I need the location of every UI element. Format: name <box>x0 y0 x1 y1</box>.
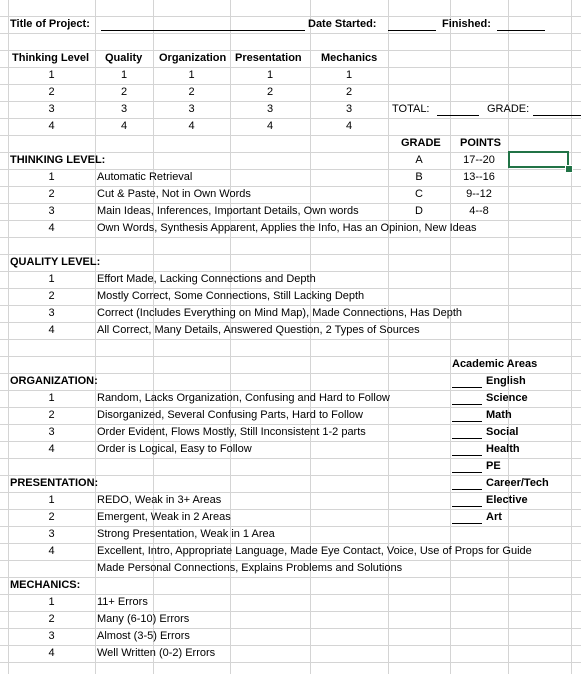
score-cell: 3 <box>120 103 128 115</box>
grade-letter: D <box>415 205 423 217</box>
criterion-number: 4 <box>48 647 55 659</box>
criterion-number: 2 <box>48 188 55 200</box>
criterion-number: 4 <box>48 324 55 336</box>
criterion-number: 2 <box>48 409 55 421</box>
col-header-organization: Organization <box>159 52 227 64</box>
total-blank[interactable] <box>437 115 479 116</box>
score-cell: 4 <box>48 120 55 132</box>
gridline-horizontal <box>0 237 581 238</box>
score-cell: 3 <box>345 103 353 115</box>
date-started-blank[interactable] <box>388 30 436 31</box>
criterion-text: Disorganized, Several Confusing Parts, Hard to Follow <box>97 409 363 421</box>
title-of-project-label: Title of Project: <box>10 18 90 30</box>
criterion-text: 11+ Errors <box>97 596 148 608</box>
selected-cell[interactable] <box>508 151 569 168</box>
criterion-text: Order is Logical, Easy to Follow <box>97 443 252 455</box>
finished-label: Finished: <box>442 18 491 30</box>
academic-area-blank[interactable] <box>452 472 482 473</box>
criterion-number: 3 <box>48 426 55 438</box>
criterion-text: Emergent, Weak in 2 Areas <box>97 511 231 523</box>
criterion-text: Automatic Retrieval <box>97 171 193 183</box>
academic-area-4: Health <box>486 443 520 455</box>
academic-area-0: English <box>486 375 526 387</box>
score-cell: 1 <box>48 69 55 81</box>
academic-areas-title: Academic Areas <box>452 358 538 370</box>
grade-letter: C <box>415 188 423 200</box>
academic-area-blank[interactable] <box>452 523 482 524</box>
section-title-organization: ORGANIZATION: <box>10 375 98 387</box>
points-scale-header: POINTS <box>460 137 501 149</box>
section-title-thinking: THINKING LEVEL: <box>10 154 106 166</box>
col-header-thinking: Thinking Level <box>12 52 90 64</box>
gridline-horizontal <box>0 662 581 663</box>
score-cell: 4 <box>266 120 274 132</box>
criterion-number: 3 <box>48 528 55 540</box>
academic-area-blank[interactable] <box>452 489 482 490</box>
criterion-text: Strong Presentation, Weak in 1 Area <box>97 528 275 540</box>
col-header-presentation: Presentation <box>235 52 302 64</box>
score-cell: 2 <box>188 86 195 98</box>
grade-scale-header: GRADE <box>401 137 441 149</box>
fill-handle[interactable] <box>565 165 573 173</box>
criterion-text: Many (6-10) Errors <box>97 613 190 625</box>
score-cell: 4 <box>120 120 128 132</box>
score-cell: 1 <box>120 69 128 81</box>
criterion-text: Correct (Includes Everything on Mind Map), Made Connections, Has Depth <box>97 307 463 319</box>
criterion-number: 2 <box>48 511 55 523</box>
score-cell: 1 <box>266 69 274 81</box>
criterion-number: 1 <box>48 596 55 608</box>
score-cell: 2 <box>345 86 353 98</box>
gridline-horizontal <box>0 339 581 340</box>
criterion-number: 3 <box>48 630 55 642</box>
score-cell: 2 <box>48 86 55 98</box>
col-header-quality: Quality <box>105 52 143 64</box>
grade-points: 9--12 <box>466 188 492 200</box>
criterion-text: Mostly Correct, Some Connections, Still Lacking Depth <box>97 290 365 302</box>
score-cell: 3 <box>266 103 274 115</box>
section-title-presentation: PRESENTATION: <box>10 477 99 489</box>
grade-points: 13--16 <box>463 171 495 183</box>
criterion-text: Cut & Paste, Not in Own Words <box>97 188 251 200</box>
score-cell: 3 <box>188 103 195 115</box>
gridline-vertical <box>571 0 572 674</box>
criterion-number: 4 <box>48 222 55 234</box>
academic-area-2: Math <box>486 409 512 421</box>
criterion-text: Excellent, Intro, Appropriate Language, Made Eye Contact, Voice, Use of Props for Guide <box>97 545 532 557</box>
score-cell: 4 <box>345 120 353 132</box>
section-title-mechanics: MECHANICS: <box>10 579 81 591</box>
criterion-text: Random, Lacks Organization, Confusing and Hard to Follow <box>97 392 390 404</box>
academic-area-5: PE <box>486 460 501 472</box>
criterion-number: 4 <box>48 443 55 455</box>
grade-blank[interactable] <box>533 115 581 116</box>
grade-points: 4--8 <box>469 205 489 217</box>
score-cell: 2 <box>120 86 128 98</box>
criterion-text-extra: Made Personal Connections, Explains Problems and Solutions <box>97 562 403 574</box>
academic-area-blank[interactable] <box>452 404 482 405</box>
score-cell: 1 <box>345 69 353 81</box>
score-cell: 1 <box>188 69 195 81</box>
total-label: TOTAL: <box>392 103 430 115</box>
criterion-number: 3 <box>48 307 55 319</box>
criterion-number: 3 <box>48 205 55 217</box>
criterion-number: 1 <box>48 494 55 506</box>
criterion-number: 2 <box>48 613 55 625</box>
date-started-label: Date Started: <box>308 18 377 30</box>
academic-area-blank[interactable] <box>452 421 482 422</box>
gridline-vertical <box>450 0 451 674</box>
gridline-horizontal <box>0 33 581 34</box>
section-title-quality: QUALITY LEVEL: <box>10 256 101 268</box>
criterion-text: Own Words, Synthesis Apparent, Applies the Info, Has an Opinion, New Ideas <box>97 222 477 234</box>
score-cell: 2 <box>266 86 274 98</box>
academic-area-8: Art <box>486 511 502 523</box>
academic-area-blank[interactable] <box>452 506 482 507</box>
academic-area-6: Career/Tech <box>486 477 549 489</box>
academic-area-blank[interactable] <box>452 438 482 439</box>
criterion-number: 4 <box>48 545 55 557</box>
criterion-text: Main Ideas, Inferences, Important Details, Own words <box>97 205 359 217</box>
criterion-text: All Correct, Many Details, Answered Question, 2 Types of Sources <box>97 324 420 336</box>
criterion-number: 1 <box>48 273 55 285</box>
gridline-horizontal <box>0 577 581 578</box>
academic-area-3: Social <box>486 426 519 438</box>
score-cell: 4 <box>188 120 195 132</box>
grade-points: 17--20 <box>463 154 495 166</box>
criterion-number: 1 <box>48 392 55 404</box>
criterion-text: Well Written (0-2) Errors <box>97 647 216 659</box>
title-of-project-blank[interactable] <box>101 30 305 31</box>
col-header-mechanics: Mechanics <box>321 52 378 64</box>
academic-area-blank[interactable] <box>452 455 482 456</box>
academic-area-blank[interactable] <box>452 387 482 388</box>
grade-letter: B <box>415 171 423 183</box>
criterion-number: 1 <box>48 171 55 183</box>
criterion-text: REDO, Weak in 3+ Areas <box>97 494 222 506</box>
score-cell: 3 <box>48 103 55 115</box>
academic-area-7: Elective <box>486 494 528 506</box>
academic-area-1: Science <box>486 392 528 404</box>
criterion-text: Order Evident, Flows Mostly, Still Inconsistent 1-2 parts <box>97 426 366 438</box>
criterion-text: Almost (3-5) Errors <box>97 630 190 642</box>
grade-label: GRADE: <box>487 103 530 115</box>
criterion-number: 2 <box>48 290 55 302</box>
grade-letter: A <box>415 154 423 166</box>
finished-blank[interactable] <box>497 30 545 31</box>
criterion-text: Effort Made, Lacking Connections and Depth <box>97 273 316 285</box>
